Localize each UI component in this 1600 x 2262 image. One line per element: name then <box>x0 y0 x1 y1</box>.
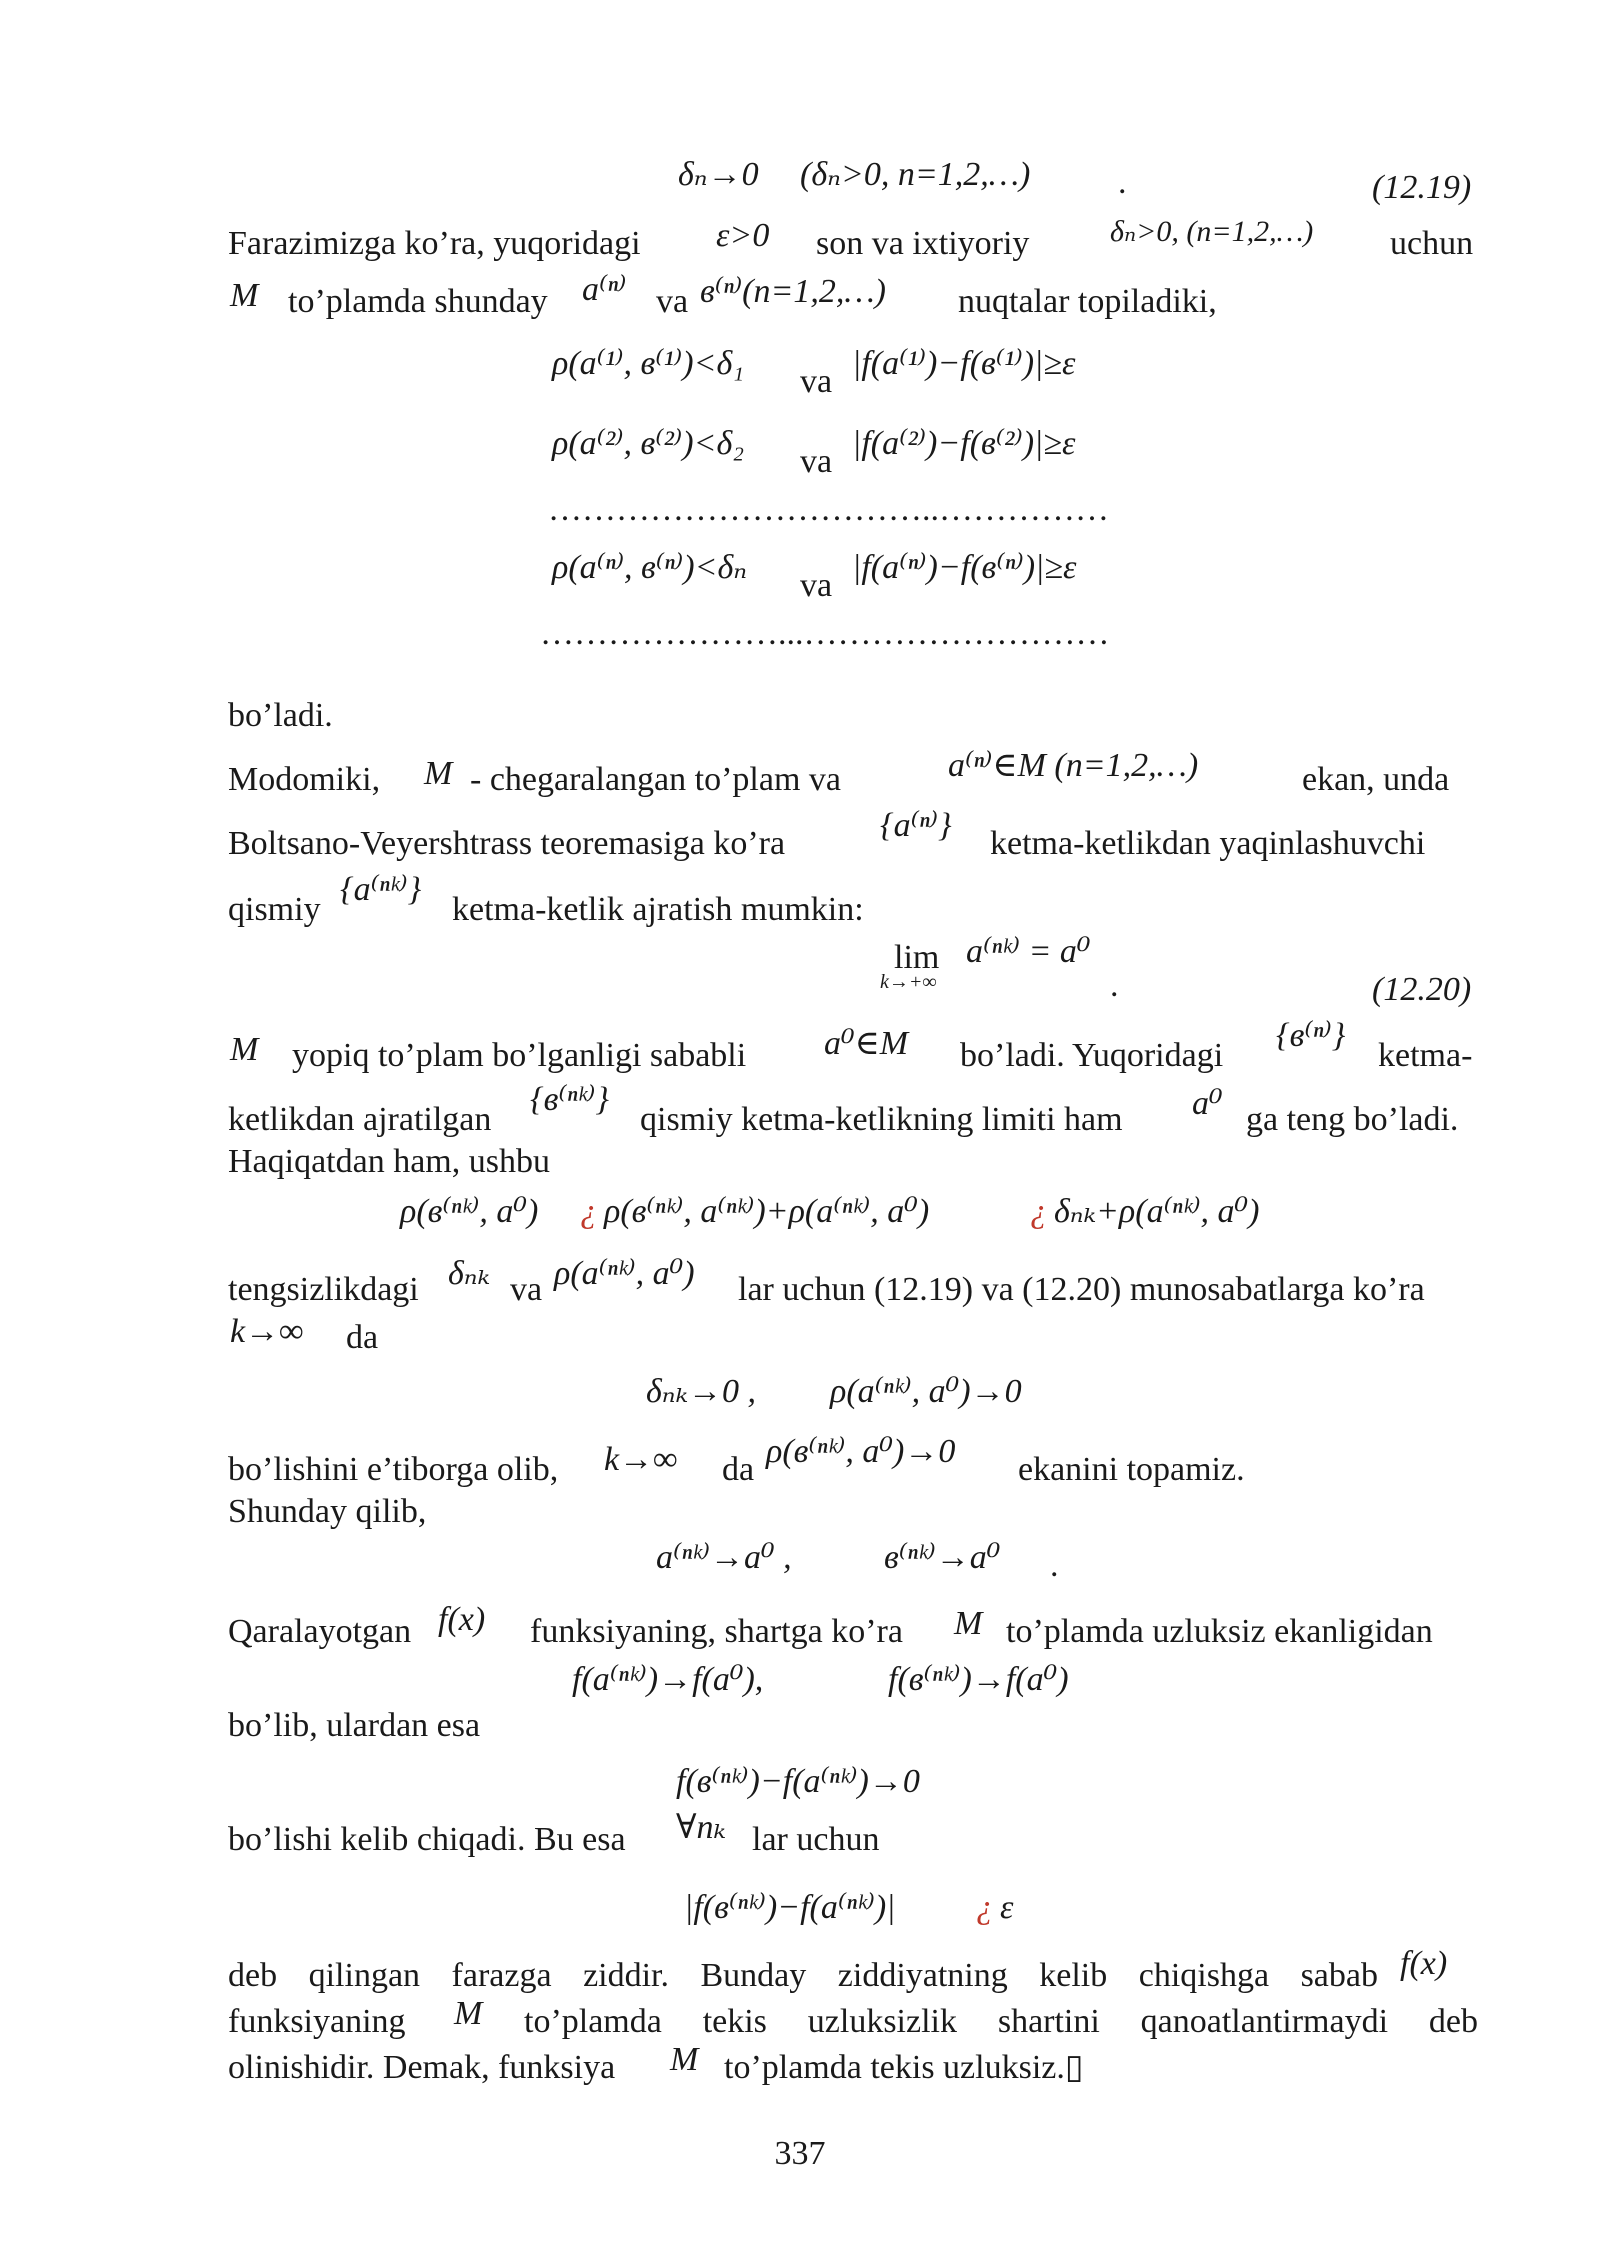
sys-row2-rho: ρ(a⁽²⁾, в⁽²⁾)<δ₂ <box>552 425 745 462</box>
p2-text-c: ekan, unda <box>1302 761 1450 798</box>
p5-text-d: Shunday qilib, <box>228 1493 427 1530</box>
sys-dots-2: …………………...……………………… <box>540 615 1110 652</box>
eq-12-20-limit-sub: k→+∞ <box>880 971 937 993</box>
eq-lim2-dot: . <box>1050 1547 1059 1584</box>
p4-text-c: lar uchun (12.19) va (12.20) munosabatlarga ko’ra <box>738 1271 1425 1308</box>
p2-text-f: qismiy <box>228 891 321 928</box>
eq-lim3-a: f(a⁽ⁿᵏ⁾)→f(a⁰), <box>572 1661 764 1698</box>
p4-math-delta-nk: δₙₖ <box>448 1255 490 1292</box>
p7-text: bo’lib, ulardan esa <box>228 1707 481 1744</box>
p3-math-a0: a⁰ <box>1192 1085 1223 1122</box>
p1-text-c: uchun <box>1390 225 1474 262</box>
p9-text-a: deb qilingan farazga ziddir. Bunday ziddiyatning kelib chiqishga sabab <box>228 1957 1378 1994</box>
sys-row2-f: |f(a⁽²⁾)−f(в⁽²⁾)|≥ε <box>852 425 1076 462</box>
p2-text-a: Modomiki, <box>228 761 381 798</box>
eq-last-b: ε <box>1000 1889 1014 1926</box>
ineq-glyph-2: ¿ <box>1030 1193 1047 1230</box>
p6-math-M: M <box>954 1605 983 1642</box>
sys-dots-1: ……………………………..…………… <box>548 491 1109 528</box>
sys-row3-f: |f(a⁽ⁿ⁾)−f(в⁽ⁿ⁾)|≥ε <box>852 549 1077 586</box>
sys-row3-rho: ρ(a⁽ⁿ⁾, в⁽ⁿ⁾)<δₙ <box>552 549 748 586</box>
p2-text-e: ketma-ketlikdan yaqinlashuvchi <box>990 825 1426 862</box>
p3-math-a0-in-M: a⁰∈M <box>824 1025 909 1062</box>
p4-text-b: va <box>510 1271 543 1308</box>
eq-12-19-lhs: δₙ→0 <box>678 156 759 193</box>
p1-math-delta: δₙ>0, (n=1,2,…) <box>1110 215 1314 248</box>
p9-text-c: to’plamda tekis uzluksizlik shartini qanoatlantirmaydi deb <box>524 2003 1478 2040</box>
p9-text-e: to’plamda tekis uzluksiz.▯ <box>724 2049 1084 2086</box>
p5-text-c: ekanini topamiz. <box>1018 1451 1245 1488</box>
p9-math-M2: M <box>670 2041 699 2078</box>
eq-12-20-lim: lim <box>894 939 940 976</box>
eq-lim3-b: f(в⁽ⁿᵏ⁾)→f(a⁰) <box>888 1661 1069 1698</box>
page-number: 337 <box>774 2135 826 2172</box>
p3-text-a: yopiq to’plam bo’lganligi sababli <box>292 1037 747 1074</box>
p3-text-e: qismiy ketma-ketlikning limiti ham <box>640 1101 1123 1138</box>
p2-math-a-in-M: a⁽ⁿ⁾∈M (n=1,2,…) <box>948 747 1199 784</box>
p3-text-b: bo’ladi. Yuqoridagi <box>960 1037 1224 1074</box>
sys-row1-rho: ρ(a⁽¹⁾, в⁽¹⁾)<δ₁ <box>552 345 745 382</box>
sys-row3-va: va <box>800 567 833 604</box>
p5-text-a: bo’lishini e’tiborga olib, <box>228 1451 559 1488</box>
eq-12-20-dot: . <box>1110 967 1119 1004</box>
p4-math-rho: ρ(a⁽ⁿᵏ⁾, a⁰) <box>554 1255 695 1292</box>
p3-text-g: Haqiqatdan ham, ushbu <box>228 1143 550 1180</box>
p3-text-d: ketlikdan ajratilgan <box>228 1101 492 1138</box>
p2-text-g: ketma-ketlik ajratish mumkin: <box>452 891 864 928</box>
p9-math-fx: f(x) <box>1400 1945 1448 1982</box>
eq-12-19-dot: . <box>1118 164 1127 201</box>
eq-last-glyph: ¿ <box>976 1889 993 1926</box>
p4-text-a: tengsizlikdagi <box>228 1271 419 1308</box>
p5-text-b: da <box>722 1451 755 1488</box>
eq-lim2-b: в⁽ⁿᵏ⁾→a⁰ <box>884 1539 1001 1576</box>
p1-math-a-n: a⁽ⁿ⁾ <box>582 271 627 308</box>
eq-lim4: f(в⁽ⁿᵏ⁾)−f(a⁽ⁿᵏ⁾)→0 <box>676 1763 920 1800</box>
p6-text-a: Qaralayotgan <box>228 1613 412 1650</box>
eq-lim1-delta: δₙₖ→0 , <box>646 1373 756 1410</box>
ineq-part-b: ρ(в⁽ⁿᵏ⁾, a⁽ⁿᵏ⁾)+ρ(a⁽ⁿᵏ⁾, a⁰) <box>604 1193 930 1230</box>
p2-text-d: Boltsano-Veyershtrass teoremasiga ko’ra <box>228 825 786 862</box>
eq-12-20-rhs: a⁽ⁿᵏ⁾ = a⁰ <box>966 933 1091 970</box>
p8-math-forall: ∀nₖ <box>676 1809 726 1846</box>
sys-row1-va: va <box>800 363 833 400</box>
p6-math-fx: f(x) <box>438 1601 486 1638</box>
p3-math-subseq-b: {в⁽ⁿᵏ⁾} <box>530 1081 609 1118</box>
p1-math-M: M <box>230 277 259 314</box>
p1-text-e: va <box>656 283 689 320</box>
p3-text-f: ga teng bo’ladi. <box>1246 1101 1459 1138</box>
sys-row2-va: va <box>800 443 833 480</box>
p2-math-subseq-a: {a⁽ⁿᵏ⁾} <box>340 871 422 908</box>
p1-text-a: Farazimizga ko’ra, yuqoridagi <box>228 225 641 262</box>
p9-text-b: funksiyaning <box>228 2003 406 2040</box>
p5-math-k-inf: k→∞ <box>604 1441 678 1478</box>
p3-math-M: M <box>230 1031 259 1068</box>
p6-text-c: to’plamda uzluksiz ekanligidan <box>1006 1613 1433 1650</box>
p1-text-f: nuqtalar topiladiki, <box>958 283 1217 320</box>
p5-math-rho: ρ(в⁽ⁿᵏ⁾, a⁰)→0 <box>766 1433 956 1470</box>
ineq-part-c: δₙₖ+ρ(a⁽ⁿᵏ⁾, a⁰) <box>1054 1193 1260 1230</box>
eq-lim2-a: a⁽ⁿᵏ⁾→a⁰ , <box>656 1539 792 1576</box>
p2-text-b: - chegaralangan to’plam va <box>470 761 841 798</box>
eq-12-19-condition: (δₙ>0, n=1,2,…) <box>800 156 1031 193</box>
p9-text-d: olinishidir. Demak, funksiya <box>228 2049 616 2086</box>
p8-text-b: lar uchun <box>752 1821 880 1858</box>
eq-12-20-number: (12.20) <box>1372 971 1472 1008</box>
eq-12-19-number: (12.19) <box>1372 169 1472 206</box>
eq-lim1-rho: ρ(a⁽ⁿᵏ⁾, a⁰)→0 <box>830 1373 1022 1410</box>
p1-text-b: son va ixtiyoriy <box>816 225 1030 262</box>
sys-row1-f: |f(a⁽¹⁾)−f(в⁽¹⁾)|≥ε <box>852 345 1076 382</box>
ineq-part-a: ρ(в⁽ⁿᵏ⁾, a⁰) <box>400 1193 539 1230</box>
p4-math-k-inf: k→∞ <box>230 1313 304 1350</box>
eq-last-a: |f(в⁽ⁿᵏ⁾)−f(a⁽ⁿᵏ⁾)| <box>684 1889 896 1926</box>
p3-text-c: ketma- <box>1378 1037 1473 1074</box>
p1-math-b-n: в⁽ⁿ⁾(n=1,2,…) <box>700 273 886 310</box>
p6-text-b: funksiyaning, shartga ko’ra <box>530 1613 903 1650</box>
p8-text-a: bo’lishi kelib chiqadi. Bu esa <box>228 1821 626 1858</box>
p4-text-d: da <box>346 1319 379 1356</box>
p2-line1: bo’ladi. <box>228 697 333 734</box>
p2-math-seq-a: {a⁽ⁿ⁾} <box>880 807 952 844</box>
p3-math-seq-b: {в⁽ⁿ⁾} <box>1276 1017 1346 1054</box>
p9-math-M1: M <box>454 1995 483 2032</box>
p1-math-eps: ε>0 <box>716 217 770 254</box>
ineq-glyph-1: ¿ <box>580 1193 597 1230</box>
p1-text-d: to’plamda shunday <box>288 283 548 320</box>
p2-math-M: M <box>424 755 453 792</box>
